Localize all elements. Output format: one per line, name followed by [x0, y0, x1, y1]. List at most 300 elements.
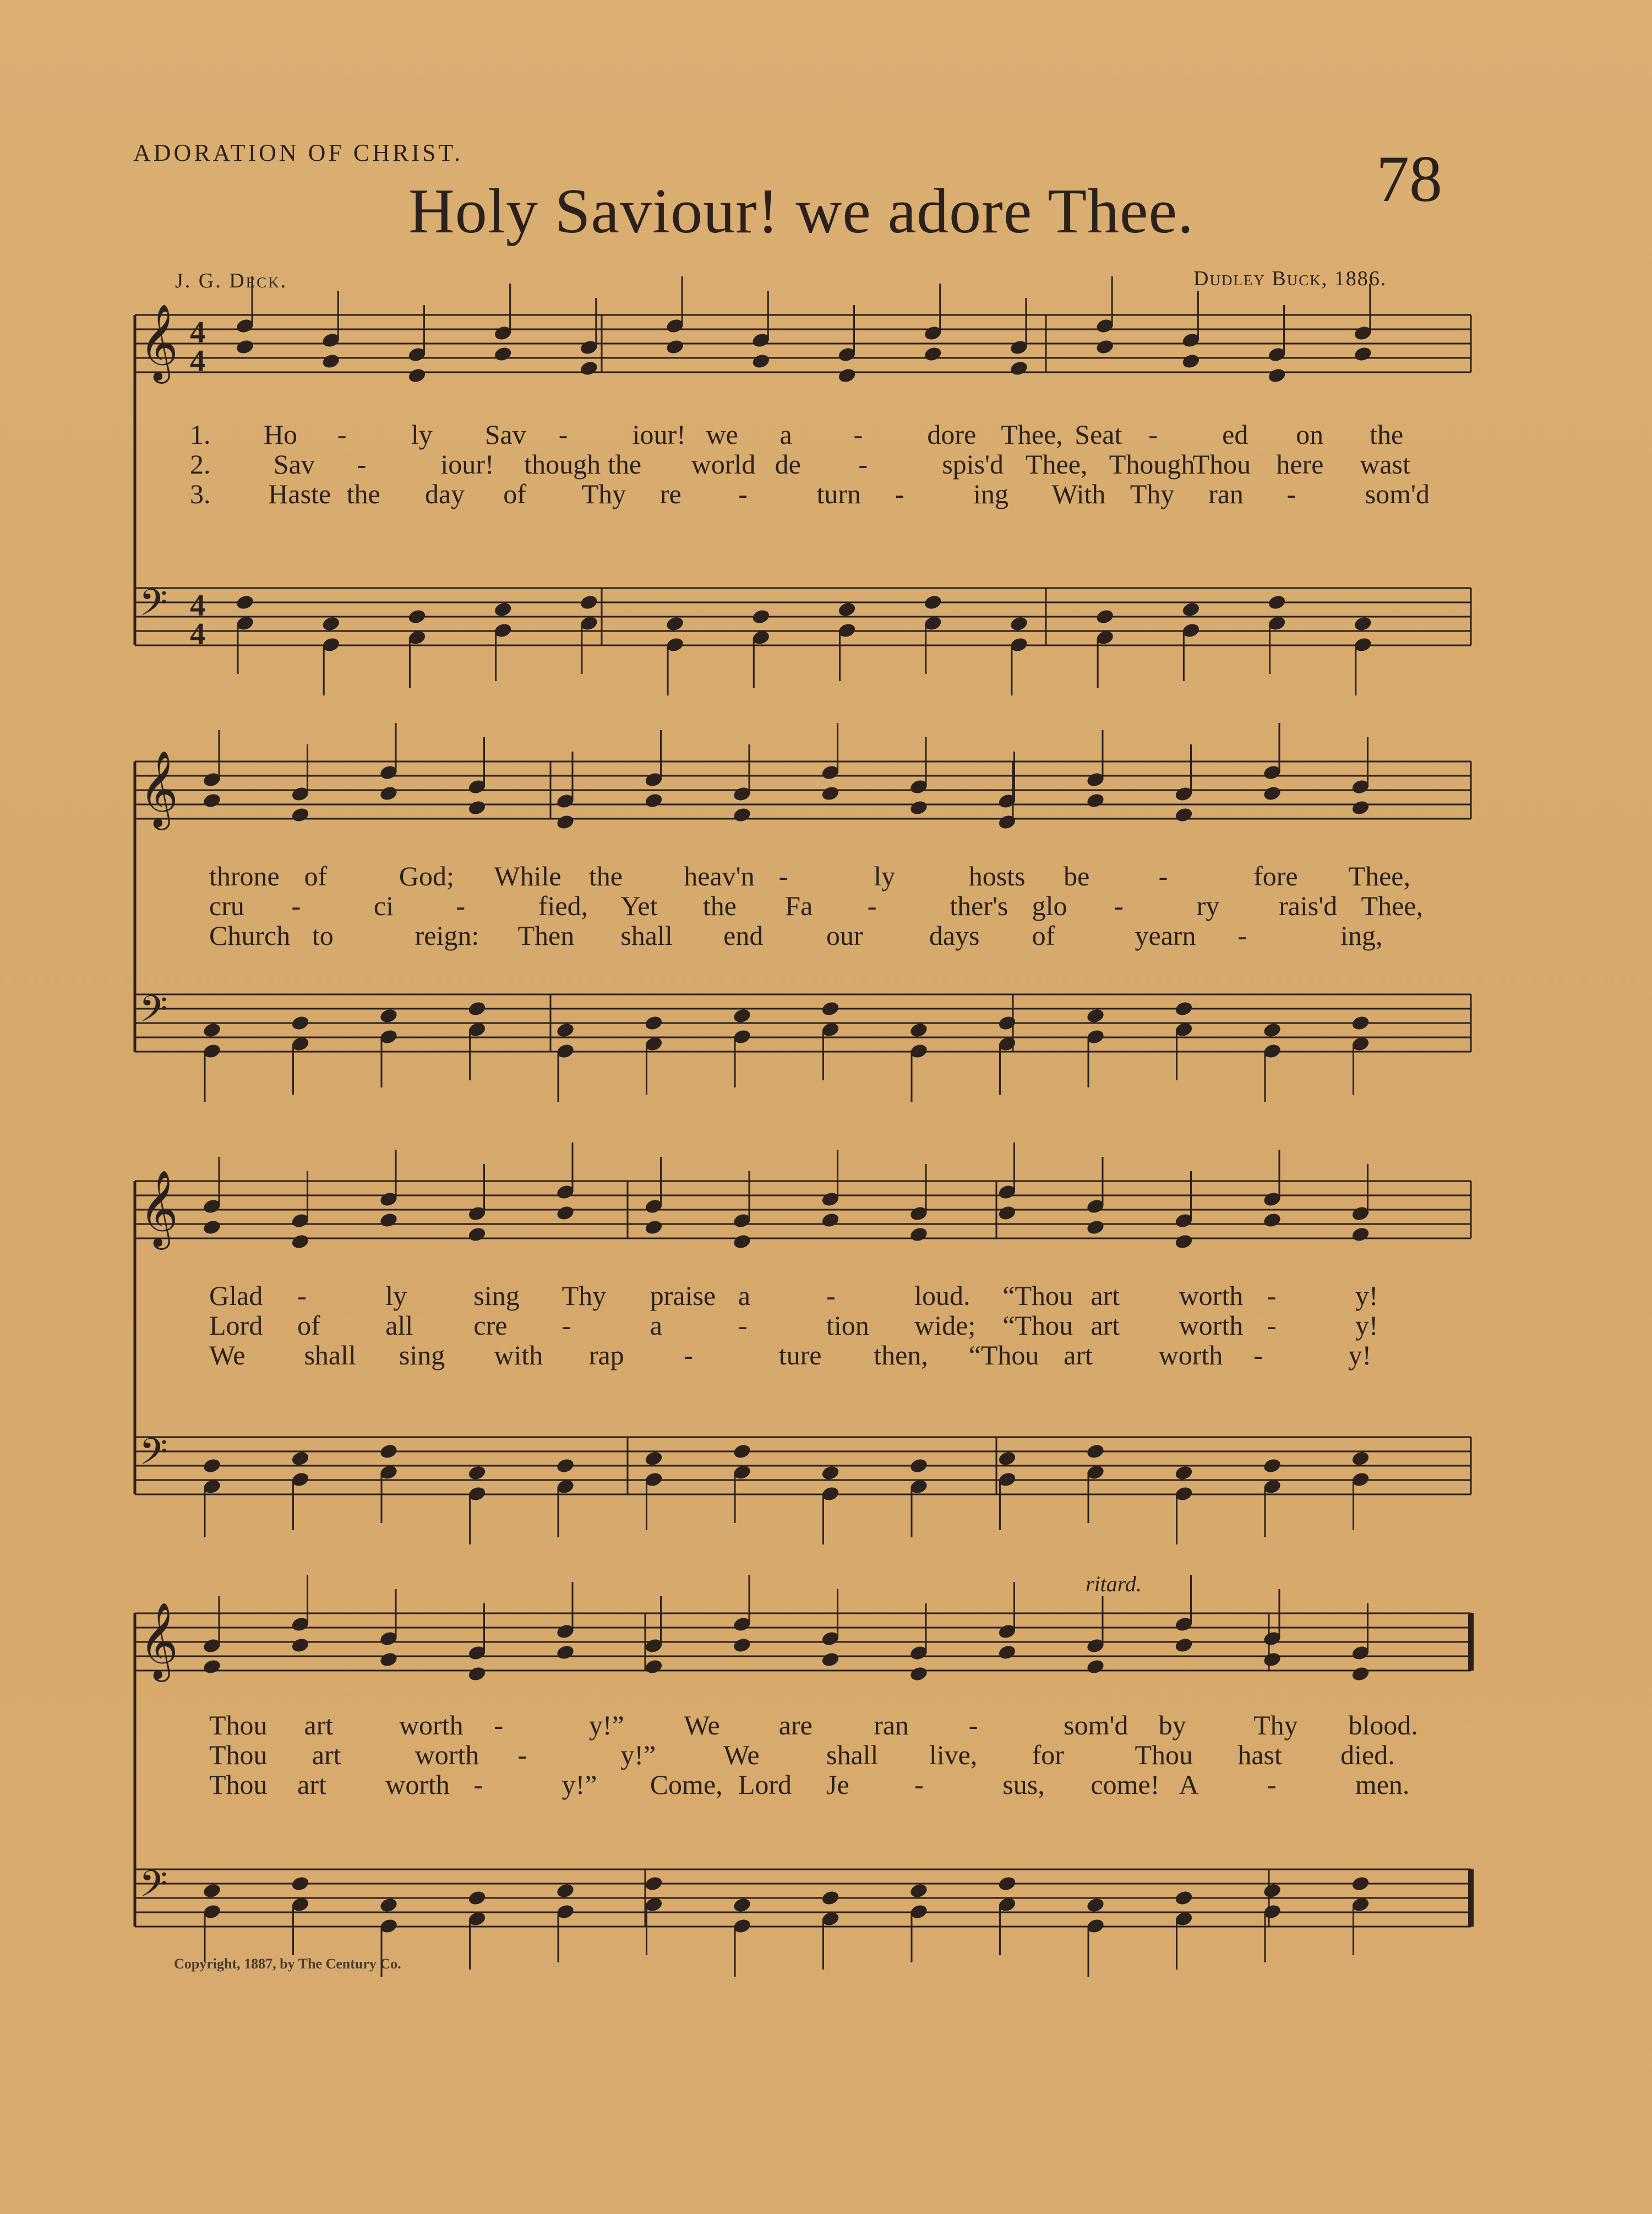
lyric-syllable: - [914, 1769, 924, 1800]
note-head [379, 1212, 399, 1229]
note-head [291, 1875, 310, 1892]
lyric-syllable: Seat [1075, 419, 1122, 450]
bass-clef: 𝄢 [139, 988, 168, 1039]
lyric-syllable: We [684, 1710, 720, 1740]
note-head [291, 807, 310, 824]
note-head [1353, 616, 1373, 633]
hymn-number: 78 [1376, 142, 1442, 215]
lyric-syllable: ing [973, 478, 1009, 509]
lyric-syllable: spis'd [942, 449, 1004, 480]
lyric-syllable: a [738, 1280, 751, 1311]
lyric-syllable: Thee, [1348, 861, 1410, 891]
lyric-syllable: - [297, 1280, 307, 1311]
lyric-syllable: y!” [561, 1769, 597, 1800]
lyric-syllable: wast [1360, 449, 1410, 480]
lyric-syllable: Church [209, 920, 291, 951]
note-head [555, 814, 575, 831]
lyric-syllable: Lord [209, 1310, 263, 1341]
lyric-syllable: With [1051, 478, 1106, 509]
note-head [555, 1205, 575, 1222]
note-head [291, 1015, 310, 1032]
treble-clef: 𝄞 [139, 1602, 178, 1679]
note-head [1351, 1450, 1371, 1467]
lyric-syllable: - [858, 449, 868, 480]
note-head [291, 1637, 310, 1654]
note-head [1262, 1212, 1282, 1229]
lyric-syllable: ture [778, 1340, 822, 1370]
lyric-syllable: be [1064, 861, 1090, 891]
lyric-syllable: iour! [632, 419, 686, 450]
note-head [467, 1226, 487, 1243]
note-head [1086, 792, 1105, 809]
lyric-syllable: ran [1208, 478, 1244, 509]
lyric-syllable: y! [1348, 1340, 1372, 1370]
lyric-syllable: men. [1355, 1769, 1410, 1800]
lyric-syllable: reign: [415, 920, 479, 951]
note-head [379, 1651, 399, 1668]
note-head [909, 1022, 929, 1039]
note-head [644, 792, 664, 809]
lyric-syllable: rap [588, 1340, 624, 1370]
lyric-syllable: the [702, 890, 737, 921]
lyric-syllable: - [1286, 478, 1296, 509]
note-head [235, 594, 255, 611]
lyric-syllable: 2. [190, 449, 211, 480]
note-head [821, 1212, 841, 1229]
note-head [379, 1008, 399, 1025]
time-signature-top: 4 [190, 589, 205, 623]
lyric-syllable: though [524, 449, 601, 480]
lyric-syllable: worth [399, 1710, 464, 1740]
hymn-title: Holy Saviour! we adore Thee. [408, 176, 1195, 247]
note-head [467, 1666, 487, 1683]
lyric-syllable: - [826, 1280, 836, 1311]
lyric-syllable: y! [1355, 1280, 1378, 1311]
copyright-notice: Copyright, 1887, by The Century Co. [174, 1956, 401, 1972]
note-head [1181, 353, 1201, 370]
lyric-syllable: Thou [1192, 449, 1251, 480]
note-head [837, 601, 857, 618]
lyric-syllable: fied, [538, 890, 588, 921]
note-head [467, 1465, 487, 1482]
lyric-syllable: - [1158, 861, 1168, 891]
lyric-syllable: - [494, 1710, 504, 1740]
note-head [1009, 616, 1029, 633]
lyric-syllable: our [826, 920, 863, 951]
lyric-syllable: Thee, [1361, 890, 1423, 921]
lyric-syllable: sus, [1002, 1769, 1045, 1800]
note-head [202, 1219, 222, 1236]
lyric-syllable: - [337, 419, 347, 450]
note-head [202, 1883, 222, 1900]
lyric-syllable: cre [473, 1310, 508, 1341]
lyric-syllable: - [867, 890, 877, 921]
lyric-syllable: turn [816, 478, 862, 509]
lyric-syllable: we [706, 419, 738, 450]
note-head [644, 1219, 664, 1236]
note-head [407, 608, 427, 625]
lyric-syllable: Thou [1135, 1739, 1193, 1770]
lyric-syllable: Thee, [1001, 419, 1063, 450]
note-head [321, 353, 341, 370]
note-head [732, 1637, 752, 1654]
lyric-syllable: art [304, 1710, 334, 1740]
note-head [1351, 1015, 1371, 1032]
note-head [1174, 1233, 1194, 1250]
lyric-syllable: shall [826, 1739, 879, 1770]
lyric-syllable: ly [385, 1280, 407, 1311]
lyric-syllable: worth [1179, 1310, 1244, 1341]
note-head [379, 785, 399, 802]
lyric-syllable: - [684, 1340, 693, 1370]
note-head [1351, 799, 1371, 817]
note-head [467, 1890, 487, 1907]
time-signature-bottom: 4 [190, 344, 205, 378]
lyric-syllable: Sav [273, 449, 315, 480]
lyric-syllable: Thee, [1026, 449, 1088, 480]
lyric-syllable: - [853, 419, 863, 450]
lyric-syllable: A [1179, 1769, 1199, 1800]
lyric-syllable: art [1064, 1340, 1093, 1370]
lyric-syllable: We [209, 1340, 246, 1370]
lyric-syllable: Je [826, 1769, 849, 1800]
lyric-syllable: - [1267, 1280, 1277, 1311]
note-head [909, 1226, 929, 1243]
lyric-syllable: of [297, 1310, 320, 1341]
note-head [1351, 1226, 1371, 1243]
note-head [732, 1897, 752, 1914]
lyric-syllable: cru [209, 890, 244, 921]
lyric-syllable: - [1253, 1340, 1263, 1370]
lyric-syllable: of [503, 478, 526, 509]
lyric-syllable: here [1276, 449, 1324, 480]
lyric-syllable: throne [209, 861, 280, 891]
lyric-syllable: then, [874, 1340, 928, 1370]
note-head [1181, 601, 1201, 618]
note-head [1262, 1457, 1282, 1475]
note-head [555, 1644, 575, 1661]
lyric-syllable: live, [929, 1739, 978, 1770]
lyric-syllable: praise [650, 1280, 716, 1311]
lyric-syllable: 3. [190, 478, 211, 509]
lyric-syllable: wide; [914, 1310, 976, 1341]
note-head [821, 785, 841, 802]
lyric-syllable: 1. [190, 419, 211, 450]
lyric-syllable: som'd [1365, 478, 1430, 509]
lyric-syllable: ther's [950, 890, 1008, 921]
lyric-syllable: Thy [561, 1280, 607, 1311]
staff-lines [135, 304, 1471, 1927]
note-head [732, 807, 752, 824]
lyric-syllable: Thy [1130, 478, 1175, 509]
lyric-syllable: - [1237, 920, 1247, 951]
note-head [751, 353, 771, 370]
lyric-syllable: Thy [581, 478, 626, 509]
note-head [732, 1008, 752, 1025]
lyric-syllable: Sav [484, 419, 526, 450]
lyric-syllable: y! [1355, 1310, 1378, 1341]
lyric-syllable: “Thou [968, 1340, 1039, 1370]
lyric-syllable: come! [1091, 1769, 1160, 1800]
lyric-syllable: Lord [738, 1769, 792, 1800]
lyric-syllable: hosts [968, 861, 1026, 891]
lyric-syllable: - [895, 478, 904, 509]
note-head [1267, 594, 1287, 611]
lyric-syllable: ran [874, 1710, 909, 1740]
lyric-syllable: are [778, 1710, 813, 1740]
note-head [923, 346, 943, 363]
note-head [644, 1658, 664, 1676]
lyric-syllable: ry [1196, 890, 1220, 921]
note-head [321, 616, 341, 633]
note-head [1262, 1022, 1282, 1039]
lyric-syllable: art [312, 1739, 341, 1770]
note-head [644, 1450, 664, 1467]
lyric-syllable: hast [1237, 1739, 1282, 1770]
lyric-syllable: - [357, 449, 367, 480]
lyric-syllable: heav'n [684, 861, 755, 891]
lyric-syllable: We [723, 1739, 760, 1770]
note-head [997, 1450, 1017, 1467]
note-head [1262, 1883, 1282, 1900]
lyric-syllable: worth [1158, 1340, 1223, 1370]
note-head [1095, 608, 1115, 625]
note-head [202, 1658, 222, 1676]
bass-clef: 𝄢 [139, 1863, 168, 1914]
lyric-syllable: dore [927, 419, 977, 450]
lyric-syllable: God; [399, 861, 454, 891]
note-head [1095, 339, 1115, 356]
treble-clef: 𝄞 [139, 304, 178, 380]
lyric-syllable: art [297, 1769, 326, 1800]
note-head [821, 1890, 841, 1907]
lyric-syllable: - [558, 419, 568, 450]
lyric-syllable: for [1032, 1739, 1064, 1770]
lyric-syllable: Yet [620, 890, 658, 921]
lyric-syllable: worth [385, 1769, 450, 1800]
lyric-syllable: - [561, 1310, 571, 1341]
note-head [821, 1465, 841, 1482]
lyric-syllable: loud. [914, 1280, 971, 1311]
lyric-syllable: sing [473, 1280, 520, 1311]
lyric-syllable: died. [1340, 1739, 1395, 1770]
lyric-syllable: worth [1179, 1280, 1244, 1311]
lyric-syllable: Thou [209, 1739, 268, 1770]
lyric-syllable: - [1148, 419, 1158, 450]
lyric-syllable: ed [1222, 419, 1248, 450]
lyric-syllable: tion [826, 1310, 869, 1341]
lyric-syllable: ing, [1340, 920, 1383, 951]
lyric-syllable: ci [373, 890, 394, 921]
bass-clef: 𝄢 [139, 581, 168, 633]
lyric-syllable: to [312, 920, 334, 951]
note-head [1086, 1008, 1105, 1025]
note-head [821, 1651, 841, 1668]
note-head [407, 367, 427, 384]
lyric-syllable: - [1114, 890, 1124, 921]
lyric-syllable: “Thou [1002, 1280, 1073, 1311]
note-head [579, 360, 599, 377]
note-head [1009, 360, 1029, 377]
note-head [732, 1443, 752, 1460]
note-head [379, 1443, 399, 1460]
note-head [467, 799, 487, 817]
note-head [1086, 1219, 1105, 1236]
lyric-syllable: Thy [1253, 1710, 1298, 1740]
lyric-syllable: - [738, 1310, 748, 1341]
note-head [1267, 367, 1287, 384]
lyric-syllable: - [1267, 1310, 1277, 1341]
note-head [1174, 1000, 1194, 1018]
note-head [1086, 1897, 1105, 1914]
note-head [909, 1883, 929, 1900]
note-head [467, 1000, 487, 1018]
note-head [997, 1644, 1017, 1661]
lyric-syllable: Haste [268, 478, 331, 509]
note-head [579, 594, 599, 611]
note-head [202, 1457, 222, 1475]
note-head [644, 1015, 664, 1032]
lyric-syllable: the [608, 449, 642, 480]
note-head [1262, 1651, 1282, 1668]
lyric-syllable: Fa [785, 890, 813, 921]
time-signature-top: 4 [190, 315, 205, 350]
lyric-syllable: ly [411, 419, 433, 450]
note-head [1262, 785, 1282, 802]
note-head [235, 339, 255, 356]
lyric-syllable: - [738, 478, 748, 509]
lyrics-block [190, 419, 1430, 1800]
lyric-syllable: a [650, 1310, 662, 1341]
note-head [751, 608, 771, 625]
note-head [997, 1875, 1017, 1892]
note-head [909, 1666, 929, 1683]
lyric-syllable: y!” [620, 1739, 656, 1770]
lyric-syllable: de [775, 449, 801, 480]
time-signature-bottom: 4 [190, 617, 205, 651]
lyric-syllable: - [968, 1710, 978, 1740]
treble-clef: 𝄞 [139, 750, 178, 827]
note-head [997, 814, 1017, 831]
note-head [202, 792, 222, 809]
lyric-syllable: ly [874, 861, 896, 891]
lyric-syllable: art [1091, 1280, 1120, 1311]
lyric-syllable: Glad [209, 1280, 263, 1311]
note-head [909, 799, 929, 817]
note-head [997, 1205, 1017, 1222]
note-head [379, 1897, 399, 1914]
note-head [665, 339, 685, 356]
note-head [732, 1233, 752, 1250]
lyric-syllable: y!” [588, 1710, 624, 1740]
lyric-syllable: yearn [1135, 920, 1196, 951]
lyric-syllable: iour! [440, 449, 494, 480]
lyric-syllable: “Thou [1002, 1310, 1073, 1341]
lyric-syllable: of [304, 861, 328, 891]
lyric-syllable: sing [399, 1340, 445, 1370]
note-head [555, 1022, 575, 1039]
lyric-syllable: Thou [209, 1710, 268, 1740]
lyric-syllable: Ho [263, 419, 298, 450]
author-credit: J. G. Deck. [175, 269, 288, 292]
lyric-syllable: end [723, 920, 764, 951]
lyric-syllable: Then [517, 920, 575, 951]
note-head [909, 1457, 929, 1475]
lyric-syllable: by [1158, 1710, 1186, 1740]
lyric-syllable: - [456, 890, 466, 921]
lyric-syllable: on [1296, 419, 1324, 450]
note-head [1174, 1637, 1194, 1654]
lyric-syllable: days [929, 920, 980, 951]
note-head [1351, 1875, 1371, 1892]
note-head [1174, 807, 1194, 824]
lyric-syllable: - [778, 861, 788, 891]
note-head [1174, 1890, 1194, 1907]
bass-clef: 𝄢 [139, 1430, 168, 1482]
treble-clef: 𝄞 [139, 1170, 178, 1247]
lyric-syllable: Come, [650, 1769, 723, 1800]
lyric-syllable: - [473, 1769, 483, 1800]
lyric-syllable: with [494, 1340, 543, 1370]
lyric-syllable: a [779, 419, 792, 450]
section-heading: ADORATION OF CHRIST. [133, 139, 464, 166]
lyric-syllable: While [494, 861, 561, 891]
lyric-syllable: fore [1253, 861, 1298, 891]
lyric-syllable: world [691, 449, 756, 480]
lyric-syllable: art [1091, 1310, 1120, 1341]
lyric-syllable: re [659, 478, 681, 509]
note-head [555, 1883, 575, 1900]
lyric-syllable: shall [620, 920, 673, 951]
lyric-syllable: Thou [209, 1769, 268, 1800]
note-head [1086, 1658, 1105, 1676]
note-head [1353, 346, 1373, 363]
lyric-syllable: - [291, 890, 301, 921]
note-head [493, 346, 513, 363]
note-head [291, 1450, 310, 1467]
lyric-syllable: glo [1032, 890, 1067, 921]
ritard-marking: ritard. [1086, 1571, 1142, 1596]
note-head [1174, 1465, 1194, 1482]
lyric-syllable: Though [1109, 449, 1195, 480]
composer-credit: Dudley Buck, 1886. [1193, 267, 1387, 290]
note-head [1351, 1666, 1371, 1683]
note-head [493, 601, 513, 618]
note-head [837, 367, 857, 384]
lyric-syllable: som'd [1064, 1710, 1128, 1740]
lyric-syllable: rais'd [1279, 890, 1338, 921]
note-head [1086, 1443, 1105, 1460]
note-head [821, 1000, 841, 1018]
lyric-syllable: - [517, 1739, 527, 1770]
lyric-syllable: day [424, 478, 465, 509]
lyric-syllable: all [385, 1310, 413, 1341]
note-head [202, 1022, 222, 1039]
note-head [644, 1875, 664, 1892]
note-head [291, 1233, 310, 1250]
note-head [997, 1015, 1017, 1032]
lyric-syllable: of [1032, 920, 1055, 951]
lyric-syllable: worth [415, 1739, 479, 1770]
lyric-syllable: blood. [1348, 1710, 1418, 1740]
note-head [555, 1457, 575, 1475]
lyric-syllable: the [588, 861, 623, 891]
lyric-syllable: the [1370, 419, 1404, 450]
lyric-syllable: the [346, 478, 380, 509]
lyric-syllable: shall [304, 1340, 356, 1370]
note-head [665, 616, 685, 633]
note-head [923, 594, 943, 611]
